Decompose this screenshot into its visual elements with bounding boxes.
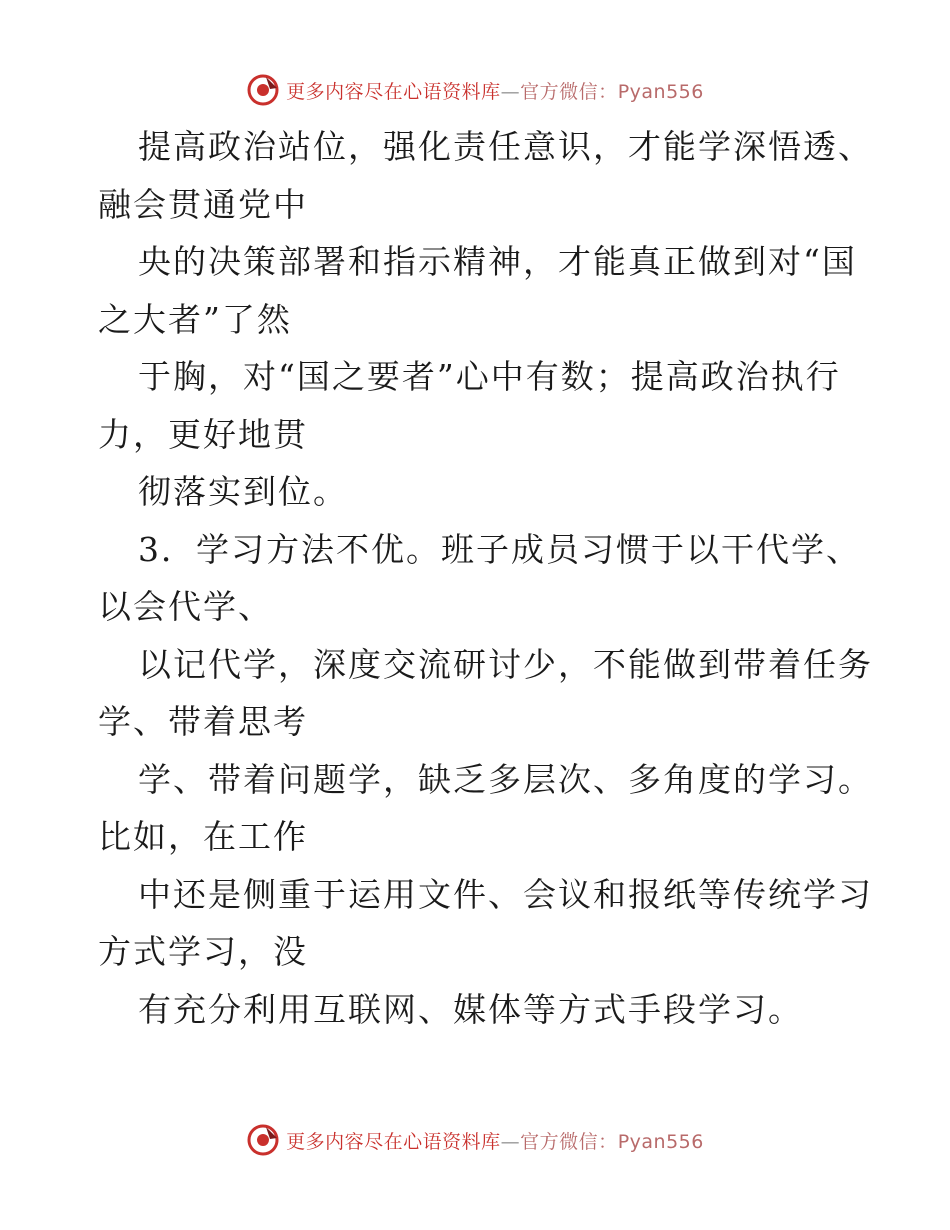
header-banner-text: [286, 77, 704, 104]
text-line: 以记代学，深度交流研讨少，不能做到带着任务: [138, 644, 873, 684]
footer-banner-separator: —: [500, 1130, 521, 1153]
footer-wechat-label: 官方微信：: [520, 1130, 618, 1153]
header-banner-separator: —: [500, 80, 521, 103]
footer-banner-text: [286, 1127, 704, 1154]
text-line: 于胸，对“国之要者”心中有数；提高政治执行: [138, 357, 841, 396]
text-line: 学、带着问题学，缺乏多层次、多角度的学习。: [138, 759, 873, 799]
text-line: 学、带着思考: [98, 702, 308, 741]
text-line: 有充分利用互联网、媒体等方式手段学习。: [138, 989, 803, 1029]
text-line: 方式学习，没: [98, 932, 308, 971]
text-line: 中还是侧重于运用文件、会议和报纸等传统学习: [138, 874, 873, 914]
header-banner-title: 更多内容尽在心语资料库: [286, 80, 501, 103]
text-line: 提高政治站位，强化责任意识，才能学深悟透、: [138, 127, 873, 166]
document-body: [98, 118, 873, 1038]
text-line: 融会贯通党中: [98, 184, 308, 224]
text-line: 比如，在工作: [98, 817, 308, 856]
text-line: 央的决策部署和指示精神，才能真正做到对“国: [138, 242, 857, 281]
text-line: 彻落实到位。: [138, 472, 348, 511]
header-banner: [0, 70, 950, 110]
text-line: 以会代学、: [98, 587, 273, 626]
text-line: 之大者”了然: [98, 299, 292, 339]
footer-banner-title: 更多内容尽在心语资料库: [286, 1130, 501, 1153]
logo-icon: [246, 73, 280, 107]
logo-icon: [246, 1123, 280, 1157]
text-line: 力，更好地贯: [98, 414, 308, 454]
text-line: 3．学习方法不优。班子成员习惯于以干代学、: [138, 529, 861, 569]
footer-wechat-id: Pyan556: [617, 1130, 704, 1153]
footer-banner: [0, 1120, 950, 1160]
header-wechat-id: Pyan556: [617, 80, 704, 103]
header-wechat-label: 官方微信：: [520, 80, 618, 103]
